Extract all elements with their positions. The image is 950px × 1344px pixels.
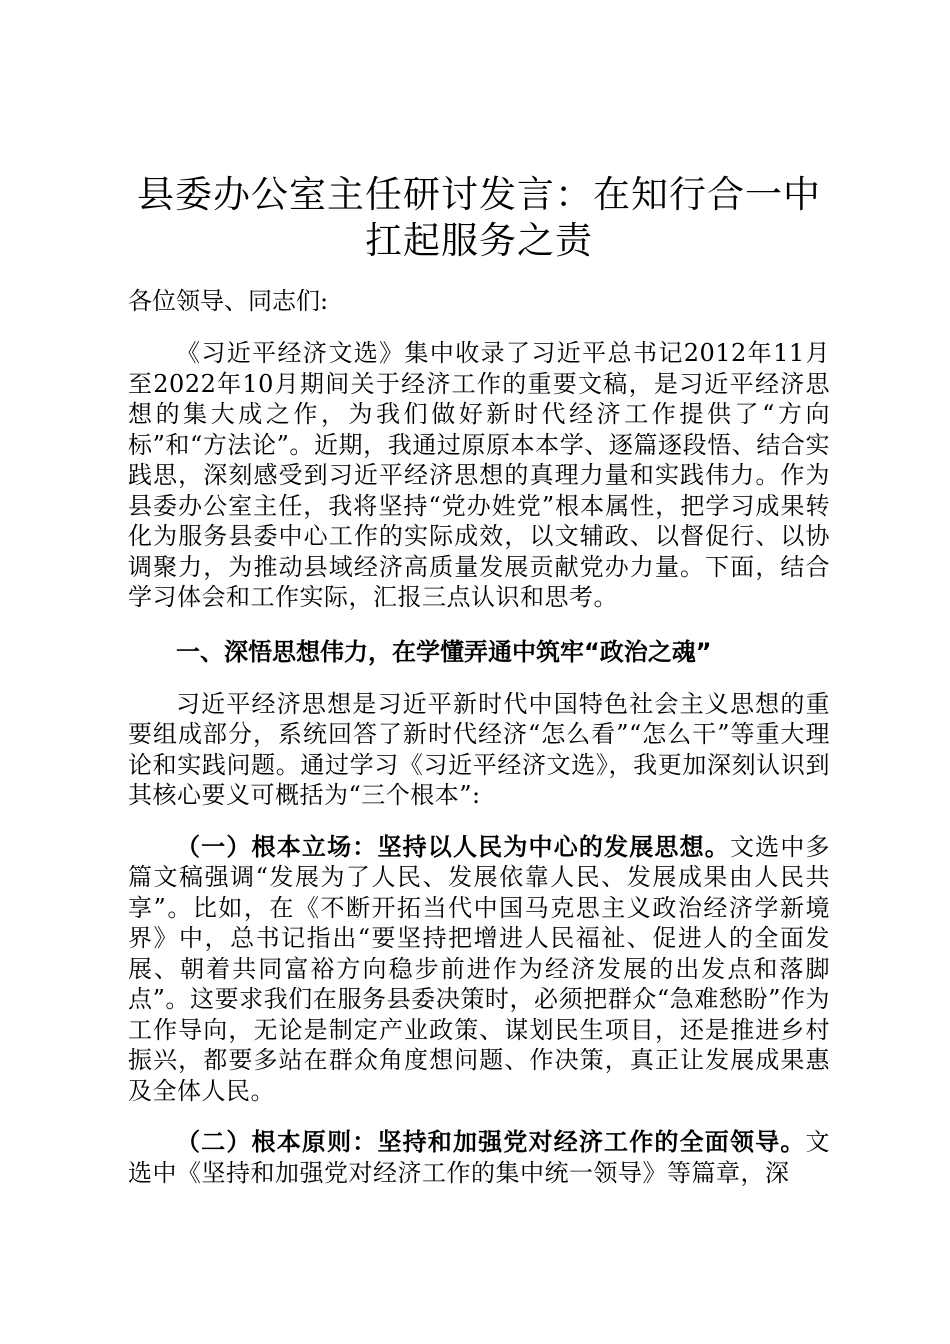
- point-2-lead: （二）根本原则：坚持和加强党对经济工作的全面领导。: [176, 1128, 806, 1156]
- point-2-paragraph: [128, 1127, 830, 1188]
- section-1-paragraph: 习近平经济思想是习近平新时代中国特色社会主义思想的重要组成部分，系统回答了新时代经济“怎么看”“怎么干”等重大理论和实践问题。通过学习《习近平经济文选》，我更加深刻认识到其核心要义可概括为“三个根本”:: [128, 689, 830, 809]
- document-page: [128, 172, 830, 1188]
- salutation: 各位领导、同志们:: [128, 287, 329, 315]
- point-1-lead: （一）根本立场：坚持以人民为中心的发展思想。: [176, 832, 730, 861]
- point-1-body: 文选中多篇文稿强调“发展为了人民、发展依靠人民、发展成果由人民共享”。比如，在《不断开拓当代中国马克思主义政治经济学新境界》中，总书记指出“要坚持把增进人民福祉、促进人的全面发展、朝着共同富裕方向稳步前进作为经济发展的出发点和落脚点”。这要求我们在服务县委决策时，必须把群众“急难愁盼”作为工作导向，无论是制定产业政策、谋划民生项目，还是推进乡村振兴，都要多站在群众角度想问题、作决策，真正让发展成果惠及全体人民。: [128, 832, 831, 1105]
- intro-paragraph: 《习近平经济文选》集中收录了习近平总书记2012年11月至2022年10月期间关于经济工作的重要文稿，是习近平经济思想的集大成之作，为我们做好新时代经济工作提供了“方向标”和“方法论”。近期，我通过原原本本学、逐篇逐段悟、结合实践思，深刻感受到习近平经济思想的真理力量和实践伟力。作为县委办公室主任，我将坚持“党办姓党”根本属性，把学习成果转化为服务县委中心工作的实际成效，以文辅政、以督促行、以协调聚力，为推动县域经济高质量发展贡献党办力量。下面，结合学习体会和工作实际，汇报三点认识和思考。: [128, 339, 830, 611]
- section-1-heading: 一、深悟思想伟力，在学懂弄通中筑牢“政治之魂”: [176, 637, 712, 666]
- point-2-body: 文选中《坚持和加强党对经济工作的集中统一领导》等篇章，深: [128, 1128, 830, 1187]
- point-1-paragraph: [128, 832, 830, 1107]
- document-title: 县委办公室主任研讨发言：在知行合一中扛起服务之责: [137, 173, 821, 262]
